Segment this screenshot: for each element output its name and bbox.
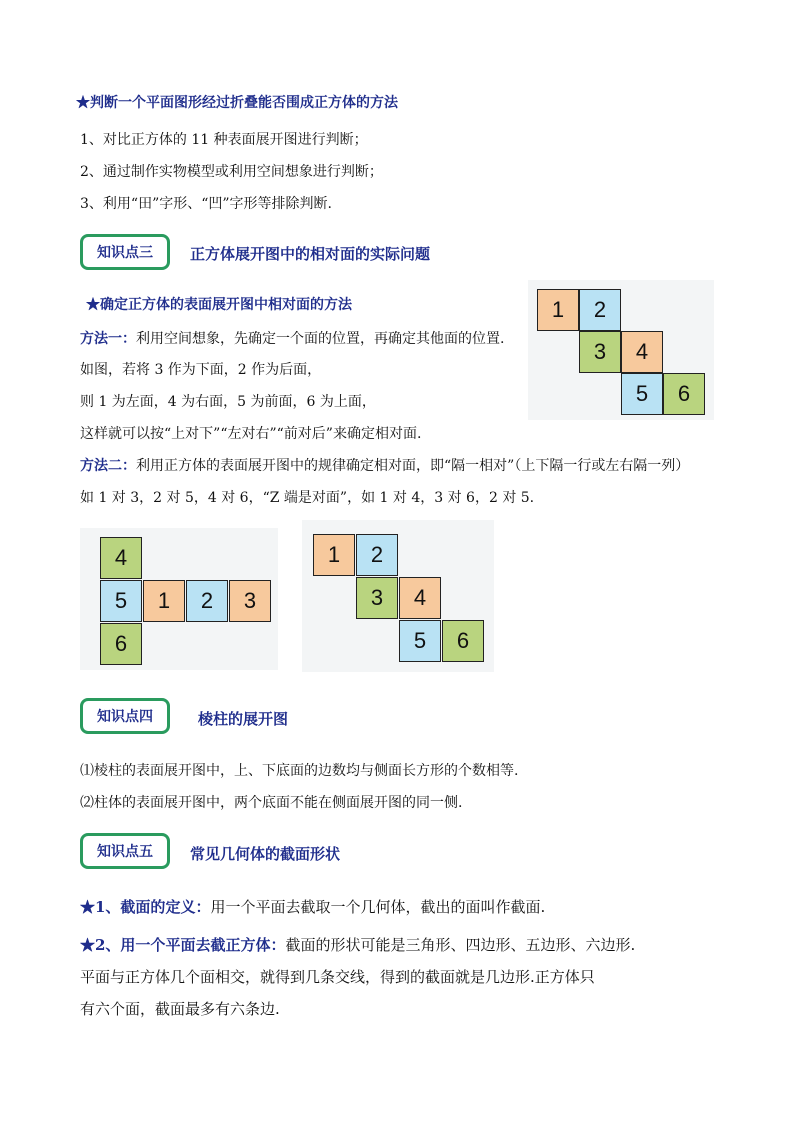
net-square: 2: [186, 580, 228, 622]
net-square: 4: [621, 331, 663, 373]
kp3-badge: 知识点三: [80, 234, 170, 270]
net-square: 1: [537, 289, 579, 331]
net-figure-cross: [80, 528, 278, 670]
net-square: 2: [579, 289, 621, 331]
kp3-method2: [80, 457, 689, 475]
kp4-item-1: ⑴棱柱的表面展开图中，上、下底面的边数均与侧面长方形的个数相等.: [80, 763, 519, 779]
kp3-line4: 这样就可以按“上对下”“左对右”“前对后”来确定相对面.: [80, 426, 422, 442]
kp5-item2-label: ★2、用一个平面去截正方体：: [80, 936, 286, 954]
kp4-item-2: ⑵柱体的表面展开图中，两个底面不能在侧面展开图的同一侧.: [80, 795, 463, 811]
kp3-line3: 则 1 为左面，4 为右面，5 为前面，6 为上面，: [80, 394, 376, 410]
kp5-item2-text: 截面的形状可能是三角形、四边形、五边形、六边形.: [285, 936, 636, 954]
net-square: 4: [399, 577, 441, 619]
net-square: 3: [229, 580, 271, 622]
net-square: 6: [100, 623, 142, 665]
method2-label: 方法二：: [80, 458, 136, 474]
method-item-3: 3、利用“田”字形、“凹”字形等排除判断.: [80, 196, 332, 212]
net-square: 5: [621, 373, 663, 415]
net-square: 1: [313, 534, 355, 576]
method1-label: 方法一：: [80, 331, 136, 347]
kp4-title: 棱柱的展开图: [198, 710, 289, 728]
kp5-item1-label: ★1、截面的定义：: [80, 898, 211, 916]
net-figure-z: [302, 520, 494, 672]
method1-text: 利用空间想象，先确定一个面的位置，再确定其他面的位置.: [136, 331, 505, 347]
method-item-1: 1、对比正方体的 11 种表面展开图进行判断；: [80, 132, 368, 148]
net-square: 2: [356, 534, 398, 576]
net-figure-top: [528, 280, 714, 420]
kp5-item-2: [80, 936, 635, 954]
net-square: 5: [399, 620, 441, 662]
method2-text: 利用正方体的表面展开图中的规律确定相对面，即“隔一相对”（上下隔一行或左右隔一列）: [136, 458, 690, 474]
net-square: 3: [356, 577, 398, 619]
kp3-title: 正方体展开图中的相对面的实际问题: [190, 245, 431, 263]
kp5-badge: 知识点五: [80, 833, 170, 869]
net-square: 6: [663, 373, 705, 415]
method-heading: ★判断一个平面图形经过折叠能否围成正方体的方法: [76, 95, 398, 111]
net-square: 4: [100, 537, 142, 579]
kp3-line2: 如图，若将 3 作为下面，2 作为后面，: [80, 362, 322, 378]
kp4-badge: 知识点四: [80, 698, 170, 734]
kp5-item-1: [80, 898, 545, 916]
net-square: 5: [100, 580, 142, 622]
kp3-subheading: ★确定正方体的表面展开图中相对面的方法: [86, 297, 352, 313]
kp5-line4: 有六个面，截面最多有六条边.: [80, 1000, 280, 1018]
kp5-title: 常见几何体的截面形状: [190, 845, 341, 863]
kp3-method1: [80, 330, 504, 348]
kp3-line6: 如 1 对 3，2 对 5，4 对 6，“Z 端是对面”，如 1 对 4，3 对 6，2 对 5.: [80, 490, 535, 506]
net-square: 1: [143, 580, 185, 622]
kp5-item1-text: 用一个平面去截取一个几何体，截出的面叫作截面.: [210, 898, 546, 916]
net-square: 3: [579, 331, 621, 373]
kp5-line3: 平面与正方体几个面相交，就得到几条交线，得到的截面就是几边形.正方体只: [80, 968, 595, 986]
net-square: 6: [442, 620, 484, 662]
method-item-2: 2、通过制作实物模型或利用空间想象进行判断；: [80, 164, 383, 180]
